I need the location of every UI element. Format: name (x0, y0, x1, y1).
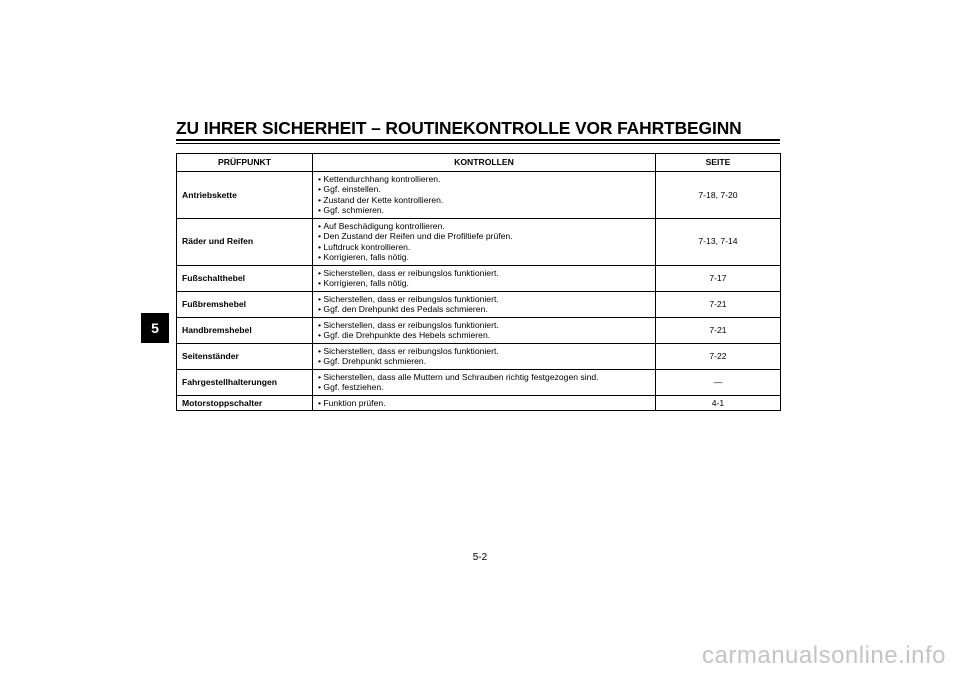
check-line: • Sicherstellen, dass er reibungslos funktioniert. (318, 268, 651, 278)
check-line: • Kettendurchhang kontrollieren. (318, 174, 651, 184)
table-row (177, 317, 781, 343)
row-checks (313, 369, 656, 395)
column-header-item: PRÜFPUNKT (177, 154, 313, 172)
check-line: • Ggf. festziehen. (318, 382, 651, 392)
table-row (177, 369, 781, 395)
row-checks (313, 343, 656, 369)
check-line: • Zustand der Kette kontrollieren. (318, 195, 651, 205)
page-number: 5-2 (472, 552, 488, 563)
check-line: • Luftdruck kontrollieren. (318, 242, 651, 252)
row-page: — (656, 369, 781, 395)
watermark: carmanualsonline.info (702, 642, 946, 669)
row-checks (313, 291, 656, 317)
check-line: • Korrigieren, falls nötig. (318, 252, 651, 262)
row-checks (313, 317, 656, 343)
column-header-page: SEITE (656, 154, 781, 172)
table-row (177, 291, 781, 317)
check-line: • Auf Beschädigung kontrollieren. (318, 221, 651, 231)
row-checks (313, 265, 656, 291)
row-item: Fußschalthebel (177, 265, 313, 291)
row-item: Räder und Reifen (177, 218, 313, 265)
row-item: Handbremshebel (177, 317, 313, 343)
row-checks (313, 172, 656, 219)
table-row (177, 343, 781, 369)
checklist-table (176, 153, 781, 411)
check-line: • Ggf. die Drehpunkte des Hebels schmieren. (318, 330, 651, 340)
row-page: 7-21 (656, 317, 781, 343)
row-page: 4-1 (656, 395, 781, 410)
check-line: • Ggf. einstellen. (318, 184, 651, 194)
row-item: Motorstoppschalter (177, 395, 313, 410)
check-line: • Ggf. den Drehpunkt des Pedals schmieren. (318, 304, 651, 314)
check-line: • Sicherstellen, dass er reibungslos funktioniert. (318, 346, 651, 356)
table-header-row (177, 154, 781, 172)
row-page: 7-21 (656, 291, 781, 317)
check-line: • Ggf. schmieren. (318, 205, 651, 215)
table-row (177, 265, 781, 291)
check-line: • Funktion prüfen. (318, 398, 651, 408)
row-item: Fußbremshebel (177, 291, 313, 317)
check-line: • Sicherstellen, dass er reibungslos funktioniert. (318, 320, 651, 330)
row-page: 7-17 (656, 265, 781, 291)
table-row (177, 172, 781, 219)
check-line: • Sicherstellen, dass alle Muttern und Schrauben richtig festgezogen sind. (318, 372, 651, 382)
table-row (177, 395, 781, 410)
title-rule-thick (176, 139, 780, 141)
check-line: • Ggf. Drehpunkt schmieren. (318, 356, 651, 366)
row-page: 7-13, 7-14 (656, 218, 781, 265)
row-item: Seitenständer (177, 343, 313, 369)
column-header-checks: KONTROLLEN (313, 154, 656, 172)
chapter-tab: 5 (141, 313, 169, 343)
check-line: • Korrigieren, falls nötig. (318, 278, 651, 288)
row-page: 7-18, 7-20 (656, 172, 781, 219)
check-line: • Den Zustand der Reifen und die Profiltiefe prüfen. (318, 231, 651, 241)
title-rule-thin (176, 143, 780, 144)
row-item: Fahrgestellhalterungen (177, 369, 313, 395)
row-item: Antriebskette (177, 172, 313, 219)
row-checks (313, 395, 656, 410)
table-row (177, 218, 781, 265)
check-line: • Sicherstellen, dass er reibungslos funktioniert. (318, 294, 651, 304)
row-page: 7-22 (656, 343, 781, 369)
row-checks (313, 218, 656, 265)
page-title: ZU IHRER SICHERHEIT – ROUTINEKONTROLLE VOR FAHRTBEGINN (176, 118, 742, 138)
